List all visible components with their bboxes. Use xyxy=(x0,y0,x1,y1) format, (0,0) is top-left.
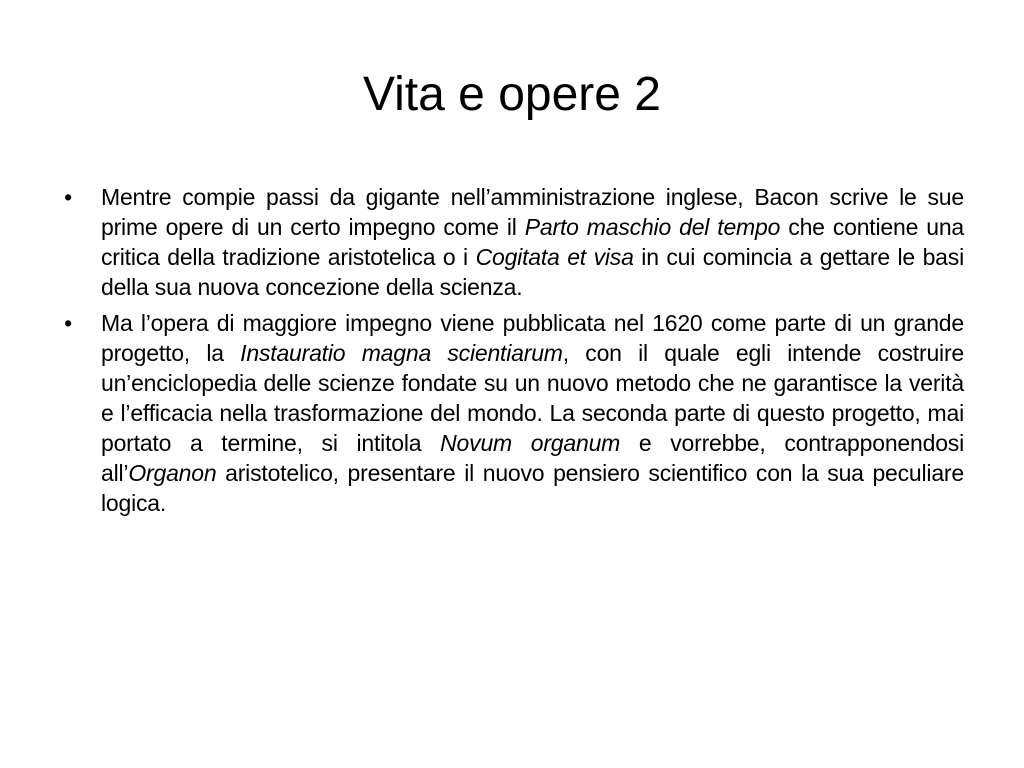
bullet-marker-icon: • xyxy=(64,310,72,336)
text-segment: aristotelico, presentare il nuovo pensiero scientifico con la sua peculiare logica. xyxy=(101,460,964,516)
text-segment: che contiene una critica della tradizione aristotelica o i xyxy=(101,214,965,270)
text-segment: Mentre compie passi da gigante nell’amministrazione inglese, Bacon scrive le sue prime opere di un certo impegno come il xyxy=(101,184,964,240)
bullet-text-2 xyxy=(101,310,964,516)
bullet-list xyxy=(60,182,964,524)
text-segment: Ma l’opera di maggiore impegno viene pubblicata nel 1620 come parte di un grande progetto, la xyxy=(101,310,964,366)
italic-title-novum-organum: Novum organum xyxy=(440,430,621,456)
text-segment: e vorrebbe, contrapponendosi all’ xyxy=(101,430,965,486)
italic-title-organon: Organon xyxy=(128,460,217,486)
text-segment: , con il quale egli intende costruire un’enciclopedia delle scienze fondate su un nuovo metodo che ne garantisce la verità e l’efficacia nella trasformazione del mondo. La seconda parte di questo progetto, mai portato a termine, si intitola xyxy=(101,340,965,456)
italic-title-cogitata: Cogitata et visa xyxy=(475,244,634,270)
italic-title-parto-maschio: Parto maschio del tempo xyxy=(524,214,781,240)
italic-title-instauratio: Instauratio magna scientiarum xyxy=(240,340,563,366)
bullet-item-2 xyxy=(60,308,964,518)
slide-title: Vita e opere 2 xyxy=(362,68,661,121)
bullet-marker-icon: • xyxy=(64,184,72,210)
bullet-item-1 xyxy=(60,182,964,302)
text-segment: in cui comincia a gettare le basi della sua nuova concezione della scienza. xyxy=(101,244,964,300)
bullet-text-1 xyxy=(101,184,964,300)
